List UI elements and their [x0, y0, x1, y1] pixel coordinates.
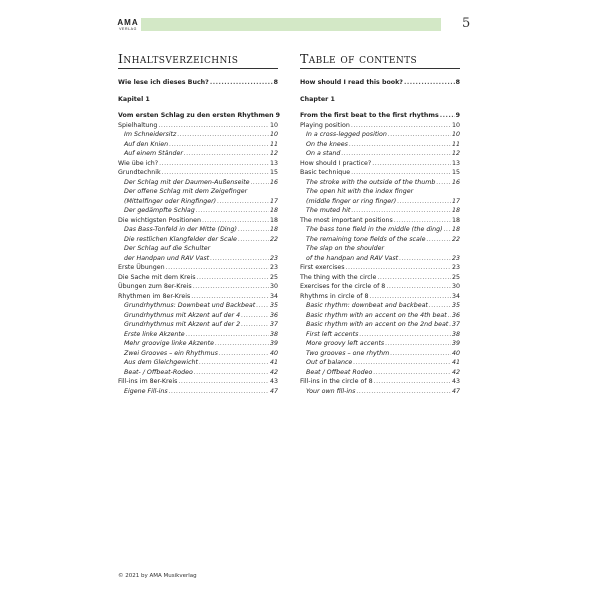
toc-leader-dots: [372, 159, 451, 169]
toc-entry-page: 17: [269, 197, 278, 205]
toc-entry-page: 16: [451, 178, 460, 186]
toc-entry-title: Two grooves – one rhythm: [306, 349, 390, 357]
toc-entry: [118, 368, 278, 378]
toc-entry: [118, 187, 278, 197]
toc-leader-dots: [217, 197, 269, 207]
toc-leader-dots: [159, 159, 269, 169]
toc-entry-title: Basic rhythm with an accent on the 2nd beat: [306, 321, 449, 328]
toc-entry: [118, 244, 278, 254]
toc-leader-dots: [397, 197, 451, 207]
toc-entry-page: 15: [451, 169, 460, 176]
toc-entry: [118, 149, 278, 159]
toc-leader-dots: [178, 377, 269, 387]
toc-entry-title: Basic rhythm with an accent on the 4th beat: [306, 311, 447, 319]
toc-entry: [118, 111, 281, 121]
toc-leader-dots: [215, 339, 269, 349]
toc-entry: [300, 358, 460, 368]
toc-leader-dots: [162, 168, 269, 178]
toc-entry-page: 11: [451, 140, 460, 148]
toc-leader-dots: [177, 130, 269, 140]
toc-leader-dots: [448, 311, 451, 321]
toc-entry: [300, 187, 460, 197]
toc-entry-title: Der offene Schlag mit dem Zeigefinger: [124, 188, 248, 195]
toc-entry-title: Eigene Fill-ins: [124, 387, 168, 395]
toc-leader-dots: [386, 282, 451, 292]
toc-entry-title: Exercises for the circle of 8: [300, 283, 386, 290]
toc-entry-page: 15: [269, 169, 278, 176]
heading-rule: [118, 68, 278, 69]
toc-entry: [300, 311, 460, 321]
toc-entry: [300, 301, 460, 311]
toc-entry-title: Zwei Grooves – ein Rhythmus: [124, 349, 218, 357]
toc-entry-page: 9: [455, 112, 460, 119]
toc-leader-dots: [374, 377, 451, 387]
toc-entry-title: Chapter 1: [300, 95, 335, 103]
toc-entry: [118, 140, 278, 150]
toc-entry: [300, 282, 460, 292]
toc-leader-dots: [449, 320, 451, 330]
toc-entry-page: 35: [451, 302, 460, 309]
toc-entry-title: Das Bass-Tonfeld in der Mitte (Ding): [124, 226, 237, 233]
toc-entry: [300, 149, 460, 159]
toc-leader-dots: [370, 292, 451, 302]
toc-entry-title: Rhythmen im 8er-Kreis: [118, 292, 191, 300]
toc-entry-page: 34: [451, 292, 460, 300]
toc-entry-title: Die wichtigsten Positionen: [118, 216, 202, 224]
toc-leader-dots: [385, 339, 451, 349]
toc-entry-title: Kapitel 1: [118, 95, 150, 103]
toc-heading-english: Table of contents: [300, 51, 418, 66]
toc-leader-dots: [241, 311, 269, 321]
toc-spacer: [300, 104, 460, 111]
toc-entry-title: The most important positions: [300, 216, 393, 224]
toc-leader-dots: [426, 235, 451, 245]
toc-entry-title: Aus dem Gleichgewicht: [124, 359, 198, 366]
toc-entry: [118, 358, 278, 368]
toc-leader-dots: [210, 254, 269, 264]
toc-entry: [118, 235, 278, 245]
toc-leader-dots: [353, 358, 451, 368]
toc-entry: [118, 301, 278, 311]
toc-entry: [300, 235, 460, 245]
copyright-notice: © 2021 by AMA Musikverlag: [118, 573, 197, 579]
toc-entry: [118, 292, 278, 302]
toc-leader-dots: [219, 349, 269, 359]
toc-entry-page: 11: [269, 140, 278, 148]
toc-entry-title: Basic technique: [300, 169, 351, 176]
toc-entry-page: 23: [269, 264, 278, 271]
toc-entry-page: 30: [269, 283, 278, 290]
toc-entry-title: The remaining tone fields of the scale: [306, 235, 426, 243]
toc-entry: [300, 368, 460, 378]
toc-entry: [118, 95, 278, 105]
toc-entry-page: 18: [269, 207, 278, 214]
toc-entry-title: On the knees: [306, 140, 348, 148]
toc-leader-dots: [194, 368, 269, 378]
toc-entry-page: 37: [269, 321, 278, 328]
toc-leader-dots: [256, 301, 269, 311]
toc-entry: [300, 377, 460, 387]
toc-entry-page: 25: [269, 273, 278, 281]
toc-leader-dots: [390, 349, 451, 359]
toc-entry-title: From the first beat to the first rhythms: [300, 112, 439, 119]
toc-entry-title: How should I read this book?: [300, 79, 403, 86]
toc-entry-page: 39: [451, 340, 460, 347]
toc-entry: [300, 330, 460, 340]
toc-entry: [300, 95, 460, 105]
toc-entry-page: 40: [451, 349, 460, 357]
toc-entry-title: The bass tone field in the middle (the ding): [306, 226, 443, 233]
toc-entry-page: 23: [451, 254, 460, 262]
toc-spacer: [118, 88, 278, 95]
toc-entry-title: Der gedämpfte Schlag: [124, 207, 195, 214]
toc-entry-page: 47: [269, 387, 278, 395]
toc-entry: [118, 330, 278, 340]
toc-entry: [118, 206, 278, 216]
toc-entry-page: 23: [451, 264, 460, 271]
toc-entry-title: Auf einem Ständer: [124, 150, 183, 157]
toc-entry: [118, 121, 278, 131]
toc-entry-title: Rhythms in circle of 8: [300, 292, 369, 300]
toc-leader-dots: [199, 358, 269, 368]
publisher-logo: [117, 19, 139, 33]
toc-entry: [118, 159, 278, 169]
toc-entry-title: Spielhaltung: [118, 121, 158, 129]
toc-entry: [118, 197, 278, 207]
toc-entry-title: Erste linke Akzente: [124, 330, 185, 338]
toc-entry-title: Grundtechnik: [118, 169, 161, 176]
toc-entry-page: 12: [269, 150, 278, 157]
toc-entry-title: The slap on the shoulder: [306, 245, 385, 252]
toc-entry: [300, 197, 460, 207]
toc-entry: [300, 263, 460, 273]
toc-entry: [300, 121, 460, 131]
toc-entry-title: Playing position: [300, 121, 350, 129]
toc-leader-dots: [440, 111, 455, 121]
toc-entry-title: Fill-ins im 8er-Kreis: [118, 378, 178, 385]
toc-entry-title: More groovy left accents: [306, 340, 385, 347]
toc-entries-english: [300, 78, 460, 396]
toc-leader-dots: [341, 149, 451, 159]
toc-entry-page: 30: [451, 283, 460, 290]
toc-leader-dots: [191, 292, 269, 302]
toc-leader-dots: [351, 121, 451, 131]
toc-entry: [118, 339, 278, 349]
toc-entry-title: Grundrhythmus mit Akzent auf der 2: [124, 321, 241, 328]
toc-leader-dots: [186, 330, 269, 340]
toc-leader-dots: [169, 387, 269, 397]
toc-entry-page: 18: [269, 226, 278, 233]
toc-entry-page: 16: [269, 178, 278, 186]
toc-entry-page: 17: [451, 197, 460, 205]
toc-entry: [118, 282, 278, 292]
toc-entry-page: 39: [269, 340, 278, 347]
toc-entry-page: 8: [273, 79, 278, 86]
toc-entry-title: Die Sache mit dem Kreis: [118, 273, 196, 281]
toc-entry-title: On a stand: [306, 150, 341, 157]
toc-leader-dots: [166, 263, 269, 273]
toc-leader-dots: [210, 78, 273, 88]
toc-column-english: [300, 50, 460, 396]
toc-entry-page: 10: [269, 131, 278, 138]
toc-entry: [300, 140, 460, 150]
toc-entry-page: 18: [451, 207, 460, 214]
toc-entry-page: 10: [451, 131, 460, 138]
toc-entry-page: 43: [451, 378, 460, 385]
toc-entry-title: Die restlichen Klangfelder der Scale: [124, 235, 237, 243]
toc-entry: [300, 254, 460, 264]
toc-leader-dots: [388, 130, 451, 140]
toc-entry: [118, 168, 278, 178]
toc-leader-dots: [202, 216, 269, 226]
toc-entry-title: Im Schneidersitz: [124, 131, 177, 138]
toc-entry-title: The stroke with the outside of the thumb: [306, 178, 436, 186]
toc-entry-title: The open hit with the index finger: [306, 188, 414, 195]
toc-entry-title: Fill-ins in the circle of 8: [300, 378, 373, 385]
toc-entry-page: 10: [269, 121, 278, 129]
toc-leader-dots: [238, 225, 269, 235]
toc-entry: [300, 225, 460, 235]
toc-leader-dots: [351, 168, 451, 178]
toc-entry: [118, 178, 278, 188]
toc-entry-title: The thing with the circle: [300, 273, 377, 281]
toc-entry-title: Your own fill-ins: [306, 387, 356, 395]
toc-leader-dots: [158, 121, 269, 131]
toc-entry-page: 47: [451, 387, 460, 395]
toc-spacer: [118, 104, 278, 111]
toc-entry: [118, 263, 278, 273]
toc-leader-dots: [359, 330, 451, 340]
toc-entry-page: 18: [451, 226, 460, 233]
toc-entry-page: 37: [451, 321, 460, 328]
toc-entry-page: 36: [451, 311, 460, 319]
toc-entry-title: (middle finger or ring finger): [306, 197, 397, 205]
toc-leader-dots: [241, 320, 269, 330]
toc-leader-dots: [394, 216, 451, 226]
page-number: 5: [462, 16, 471, 31]
toc-leader-dots: [377, 273, 451, 283]
toc-entry: [300, 349, 460, 359]
toc-entry-title: First left accents: [306, 330, 359, 338]
toc-entry-title: Auf den Knien: [124, 140, 169, 148]
toc-entry-title: Der Schlag mit der Daumen-Außenseite: [124, 178, 250, 186]
toc-entry: [300, 206, 460, 216]
toc-entry-title: Grundrhythmus: Downbeat und Backbeat: [124, 302, 256, 309]
toc-entry-page: 8: [455, 79, 460, 86]
toc-entry-page: 43: [269, 378, 278, 385]
toc-leader-dots: [184, 149, 269, 159]
toc-entries-german: [118, 78, 281, 396]
toc-leader-dots: [351, 206, 451, 216]
toc-heading-german: Inhaltsverzeichnis: [118, 51, 239, 66]
toc-entry-title: First exercises: [300, 264, 345, 271]
logo-bottom-text: VERLAG: [119, 27, 137, 31]
toc-column-german: [118, 50, 281, 396]
toc-entry-page: 25: [451, 273, 460, 281]
toc-entry: [118, 387, 278, 397]
toc-entry-page: 41: [269, 359, 278, 366]
toc-entry-page: 40: [269, 349, 278, 357]
toc-leader-dots: [251, 178, 269, 188]
toc-entry-page: 34: [269, 292, 278, 300]
toc-entry: [300, 320, 460, 330]
toc-entry-title: Beat- / Offbeat-Rodeo: [124, 368, 193, 376]
toc-leader-dots: [346, 263, 451, 273]
toc-entry: [300, 78, 460, 88]
toc-entry: [118, 216, 278, 226]
toc-entry-title: of the handpan and RAV Vast: [306, 254, 399, 262]
toc-leader-dots: [429, 301, 451, 311]
toc-entry: [300, 178, 460, 188]
toc-entry-page: 42: [451, 368, 460, 376]
toc-entry-title: der Handpan und RAV Vast: [124, 254, 210, 262]
toc-entry-page: 12: [451, 150, 460, 157]
toc-entry-title: Übungen zum 8er-Kreis: [118, 283, 192, 290]
toc-entry-title: Mehr groovige linke Akzente: [124, 340, 215, 347]
toc-entry-title: Basic rhythm: downbeat and backbeat: [306, 302, 428, 309]
toc-entry: [300, 111, 460, 121]
toc-entry-page: 38: [451, 330, 460, 338]
header-bar: [141, 18, 441, 31]
toc-entry-title: Wie übe ich?: [118, 159, 159, 167]
toc-entry-page: 22: [451, 235, 460, 243]
toc-entry: [300, 292, 460, 302]
heading-rule: [300, 68, 460, 69]
toc-entry-page: 9: [275, 112, 281, 119]
toc-entry-title: Wie lese ich dieses Buch?: [118, 79, 209, 86]
toc-entry: [118, 377, 278, 387]
toc-entry: [300, 273, 460, 283]
toc-entry-page: 10: [451, 121, 460, 129]
toc-entry-title: Beat / Offbeat Rodeo: [306, 368, 373, 376]
toc-leader-dots: [399, 254, 451, 264]
toc-leader-dots: [349, 140, 451, 150]
toc-entry: [118, 320, 278, 330]
toc-entry-title: The muted hit: [306, 207, 351, 214]
toc-entry-title: Der Schlag auf die Schulter: [124, 245, 211, 252]
toc-entry-page: 41: [451, 359, 460, 366]
toc-entry-title: Erste Übungen: [118, 264, 165, 271]
toc-entry-title: In a cross-legged position: [306, 131, 387, 138]
toc-entry-page: 42: [269, 368, 278, 376]
toc-leader-dots: [373, 368, 451, 378]
toc-leader-dots: [169, 140, 269, 150]
toc-leader-dots: [356, 387, 451, 397]
toc-entry: [300, 216, 460, 226]
toc-spacer: [300, 88, 460, 95]
toc-leader-dots: [197, 273, 269, 283]
toc-entry: [300, 339, 460, 349]
toc-entry-title: How should I practice?: [300, 159, 372, 167]
toc-entry: [300, 130, 460, 140]
toc-entry: [118, 311, 278, 321]
toc-entry: [300, 387, 460, 397]
toc-entry: [118, 130, 278, 140]
toc-entry: [118, 349, 278, 359]
toc-leader-dots: [404, 78, 455, 88]
toc-entry-page: 18: [451, 216, 460, 224]
toc-entry-page: 18: [269, 216, 278, 224]
toc-entry-page: 35: [269, 302, 278, 309]
toc-entry-page: 23: [269, 254, 278, 262]
toc-entry: [118, 225, 278, 235]
toc-leader-dots: [196, 206, 269, 216]
logo-top-text: AMA: [117, 18, 139, 27]
toc-entry-page: 36: [269, 311, 278, 319]
toc-entry-page: 22: [269, 235, 278, 243]
toc-entry-title: Vom ersten Schlag zu den ersten Rhythmen: [118, 112, 274, 119]
toc-entry-page: 13: [451, 159, 460, 167]
toc-leader-dots: [444, 225, 451, 235]
toc-entry: [300, 244, 460, 254]
toc-entry: [300, 168, 460, 178]
toc-entry-title: Grundrhythmus mit Akzent auf der 4: [124, 311, 241, 319]
toc-entry-page: 13: [269, 159, 278, 167]
toc-entry: [300, 159, 460, 169]
toc-entry: [118, 254, 278, 264]
toc-entry-page: 38: [269, 330, 278, 338]
toc-entry: [118, 78, 278, 88]
toc-leader-dots: [238, 235, 269, 245]
toc-entry-title: Out of balance: [306, 359, 353, 366]
toc-leader-dots: [436, 178, 451, 188]
toc-entry-title: (Mittelfinger oder Ringfinger): [124, 197, 217, 205]
toc-entry: [118, 273, 278, 283]
toc-leader-dots: [193, 282, 269, 292]
